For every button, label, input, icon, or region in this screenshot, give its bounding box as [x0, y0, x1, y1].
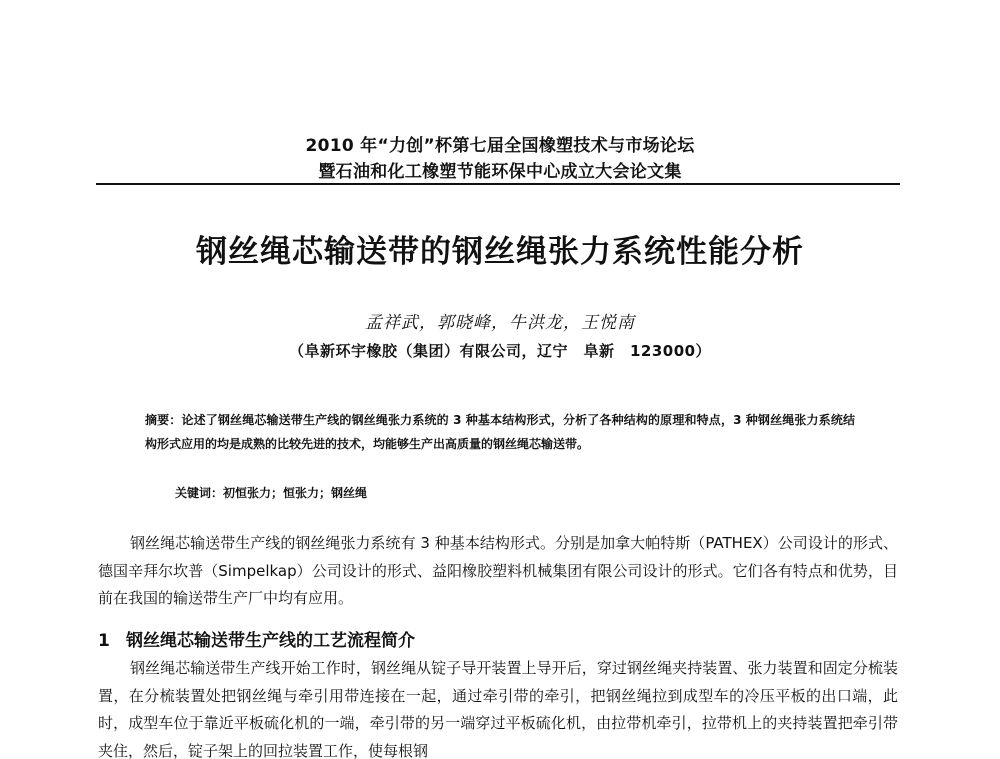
keywords-text: 初恒张力；恒张力；钢丝绳	[223, 486, 368, 500]
article-title: 钢丝绳芯输送带的钢丝绳张力系统性能分析	[196, 234, 804, 270]
keywords-label: 关键词：	[175, 486, 224, 500]
conference-title-line1: 2010 年“力创”杯第七届全国橡塑技术与市场论坛	[305, 136, 695, 156]
abstract-text: 论述了钢丝绳芯输送带生产线的钢丝绳张力系统的 3 种基本结构形式，分析了各种结构的原理和特点，3 种钢丝绳张力系统结构形式应用的均是成熟的比较先进的技术，均能够生产出高质量的钢丝绳芯输送带。	[145, 413, 855, 451]
authors: 孟祥武，郭晓峰，牛洪龙，王悦南	[365, 313, 635, 333]
conference-title-line2: 暨石油和化工橡塑节能环保中心成立大会论文集	[318, 162, 682, 182]
section-number: 1	[98, 631, 110, 651]
affiliation: （阜新环宇橡胶（集团）有限公司，辽宁 阜新 123000）	[288, 342, 712, 360]
body-paragraph-2: 钢丝绳芯输送带生产线开始工作时，钢丝绳从锭子导开装置上导开后，穿过钢丝绳夹持装置、张力装置和固定分梳装置，在分梳装置处把钢丝绳与牵引用带连接在一起，通过牵引带的牵引，把钢丝绳拉到成型车的冷压平板的出口端，此时，成型车位于靠近平板硫化机的一端，牵引带的另一端穿过平板硫化机，由拉带机牵引，拉带机上的夹持装置把牵引带夹住，然后，锭子架上的回拉装置工作，使每根钢	[98, 659, 898, 759]
section-title: 钢丝绳芯输送带生产线的工艺流程简介	[126, 631, 415, 651]
abstract-label: 摘要：	[145, 413, 182, 427]
body-paragraph-1: 钢丝绳芯输送带生产线的钢丝绳张力系统有 3 种基本结构形式。分别是加拿大帕特斯（PATHEX）公司设计的形式、德国辛拜尔坎普（Simpelkap）公司设计的形式、益阳橡胶塑料机械集团有限公司设计的形式。它们各有特点和优势，目前在我国的输送带生产厂中均有应用。	[98, 534, 898, 607]
header-rule	[96, 183, 900, 185]
abstract	[145, 408, 855, 456]
keywords	[175, 484, 367, 501]
section-heading-1	[98, 626, 415, 651]
